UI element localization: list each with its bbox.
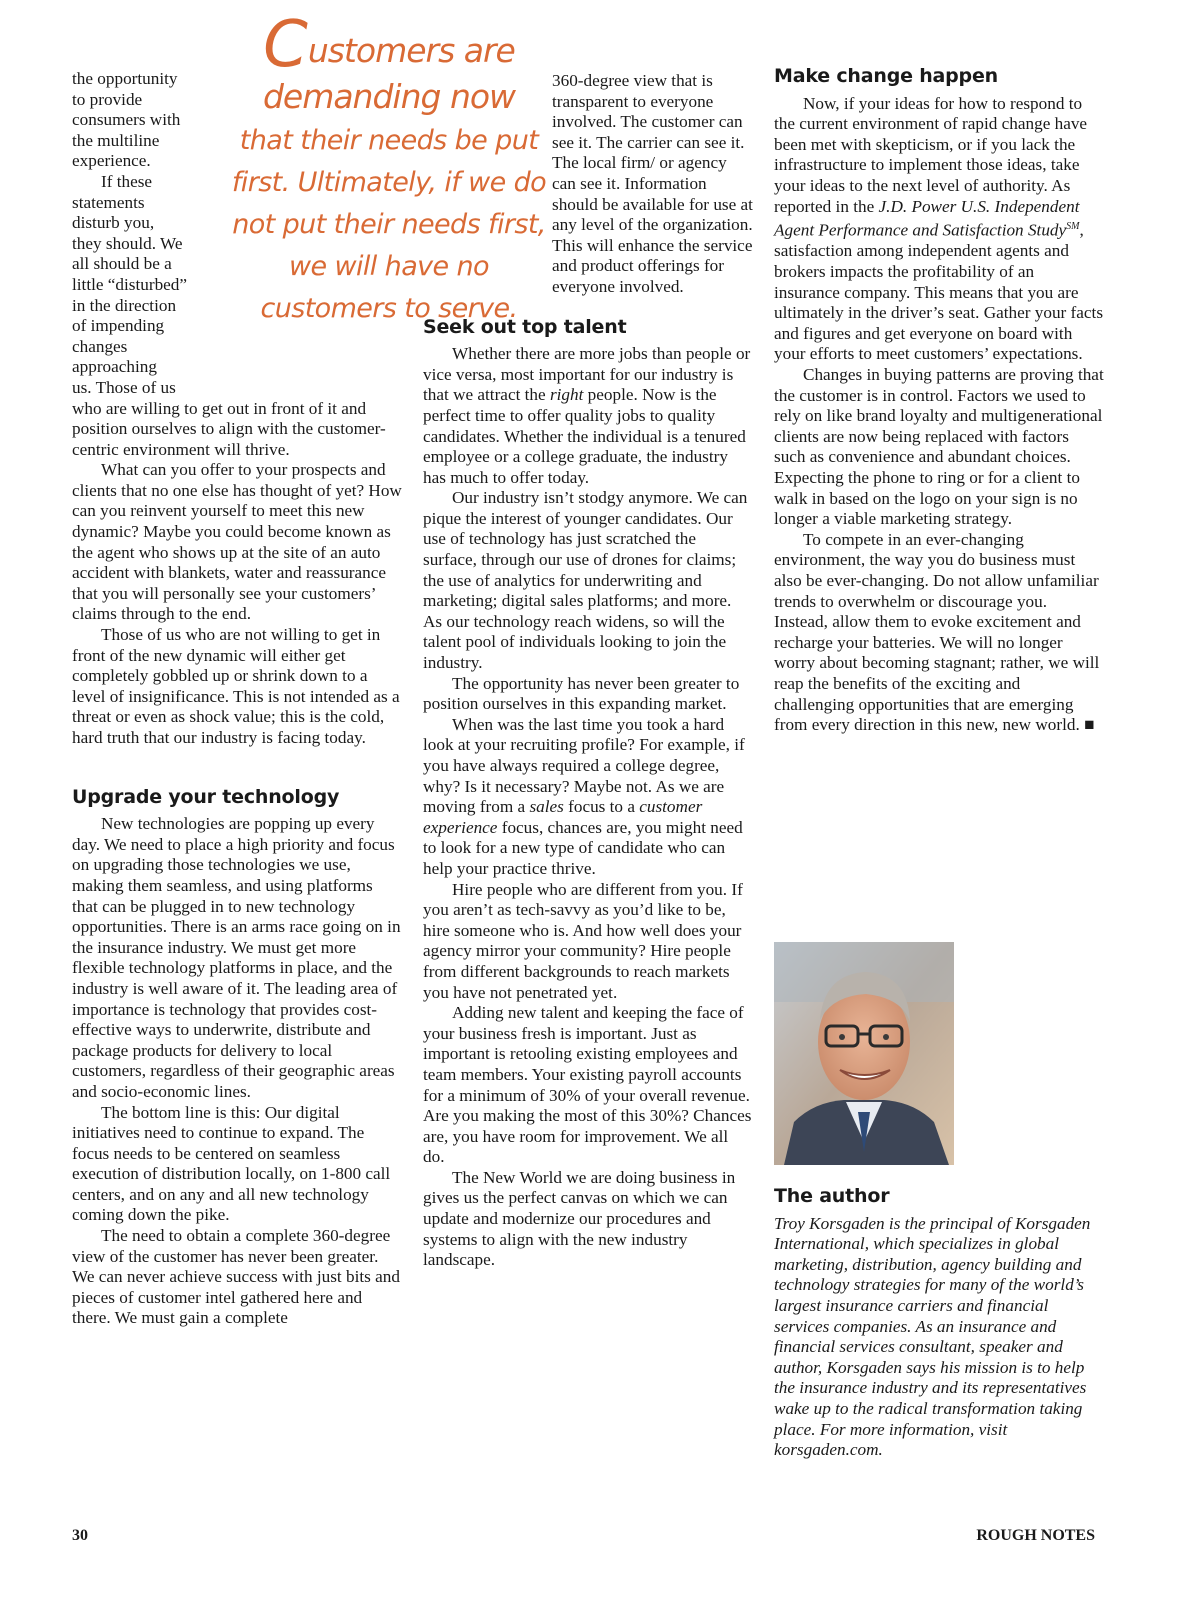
column-3 xyxy=(774,66,1104,736)
pull-quote-line: demanding now xyxy=(262,77,516,116)
author-section xyxy=(774,1186,1104,1461)
text-line: all should be a xyxy=(72,254,172,274)
pull-quote-line: we will have no xyxy=(289,251,489,282)
paragraph: The need to obtain a complete 360-degree view of the customer has never been greater. We can never achieve success with just bits and pieces of customer intel gathered here and there. We must gain a complete xyxy=(72,1226,400,1328)
paragraph: Our industry isn’t stodgy anymore. We can pique the interest of younger candidates. Our use of technology has just scratched the surface, through our use of drones for claims; the use of analytics for underwriting and marketing; digital sales platforms; and more. As our technology reach widens, so will the talent pool of individuals looking to join the industry. xyxy=(423,488,748,673)
text-line: the opportunity xyxy=(72,69,178,88)
text-line: disturb you, xyxy=(72,213,155,233)
column-1-narrow-top xyxy=(72,69,204,399)
text-line: to provide xyxy=(72,89,143,109)
text-line: statements xyxy=(72,192,145,212)
section-heading-make-change: Make change happen xyxy=(774,65,998,87)
column-2 xyxy=(423,71,753,1271)
text-line: consumers with xyxy=(72,110,181,130)
text-line: changes xyxy=(72,336,128,356)
paragraph: 360-degree view that is transparent to everyone involved. The customer can see it. The carrier can see it. The local firm/ or agency can see it. Information should be available for use at any level of the organization. This will enhance the service and product offerings for everyone involved. xyxy=(552,71,753,296)
paragraph: To compete in an ever-changing environment, the way you do business must also be ever-changing. Do not allow unfamiliar trends to overwhelm or discourage you. Instead, allow them to evoke excitement and recharge your batteries. We will no longer worry about becoming stagnant; rather, we will reap the benefits of the exciting and challenging opportunities that are emerging from every direction in this new, new world. ■ xyxy=(774,529,1100,735)
paragraph: Now, if your ideas for how to respond to the current environment of rapid change have been met with skepticism, or if you lack the infrastructure to implement those ideas, take your ideas to the next level of authority. As reported in the J.D. Power U.S. Independent Agent Performance and Satisfaction Study℠, satisfaction among independent agents and brokers impacts the profitability of an insurance company. This means that you are ultimately in the driver’s seat. Gather your facts and figures and get everyone on board with your efforts to meet customers’ expectations. xyxy=(774,93,1104,364)
publication-name: ROUGH NOTES xyxy=(976,1527,1095,1544)
paragraph: Adding new talent and keeping the face of your business fresh is important. Just as important is retooling existing employees and team members. Your existing payroll accounts for a minimum of 30% of your overall revenue. Are you making the most of this 30%? Chances are, you have room for improvement. We all do. xyxy=(423,1003,752,1167)
text-line: little “disturbed” xyxy=(72,274,188,294)
author-bio: Troy Korsgaden is the principal of Korsgaden International, which specializes in global marketing, distribution, agency building and technology strategies for many of the world’s largest insurance carriers and financial services companies. As an insurance and financial services consultant, speaker and author, Korsgaden says his mission is to help the insurance industry and its representatives wake up to the radical transformation taking place. For more information, visit korsgaden.com. xyxy=(774,1213,1091,1460)
pull-quote-line: not put their needs first, xyxy=(232,209,546,240)
pull-quote-initial: C xyxy=(263,8,308,82)
paragraph: Whether there are more jobs than people or vice versa, most important for our industry is that we attract the right people. Now is the perfect time to offer quality jobs to quality candidates. Whether the individual is a tenured employee or a college graduate, the industry has much to offer today. xyxy=(423,344,751,487)
pull-quote-line: customers to serve. xyxy=(260,293,518,324)
paragraph: who are willing to get out in front of it and position ourselves to align with the customer-centric environment will thrive. xyxy=(72,398,386,459)
emphasis-text: J.D. Power U.S. Independent Agent Performance and Satisfaction Study xyxy=(774,196,1080,240)
paragraph: Those of us who are not willing to get in front of the new dynamic will either get completely gobbled up or shrink down to a level of insignificance. This is not intended as a threat or even as shock value; this is the cold, hard truth that our industry is facing today. xyxy=(72,625,400,747)
paragraph: The New World we are doing business in gives us the perfect canvas on which we can update and modernize our procedures and systems to align with the new industry landscape. xyxy=(423,1167,736,1270)
author-photo xyxy=(774,942,954,1165)
emphasis-text: sales xyxy=(529,797,564,817)
author-heading: The author xyxy=(774,1185,890,1207)
pull-quote-line: first. Ultimately, if we do xyxy=(231,167,547,198)
page-number: 30 xyxy=(72,1527,88,1544)
text-line: experience. xyxy=(72,151,151,171)
service-mark: SM xyxy=(1066,221,1080,233)
paragraph: What can you offer to your prospects and clients that no one else has thought of yet? How can you reinvent yourself to meet this new dynamic? Maybe you could become known as the agent who shows up at the site of an auto accident with blankets, water and reassurance that you will personally see your customers’ claims through to the end. xyxy=(72,460,402,624)
end-mark-icon: ■ xyxy=(1084,715,1095,735)
text-line: approaching xyxy=(72,357,157,377)
column-1 xyxy=(72,69,402,1329)
emphasis-text: customer experience xyxy=(423,797,703,837)
pull-quote-line: ustomers are xyxy=(307,31,515,70)
emphasis-text: right xyxy=(549,385,584,405)
paragraph: The opportunity has never been greater to position ourselves in this expanding market. xyxy=(423,673,740,714)
text-line: us. Those of us xyxy=(72,377,176,397)
paragraph: The bottom line is this: Our digital initiatives need to continue to expand. The focus needs to be centered on seamless execution of distribution locally, on 1-800 call centers, and on any and all new technology coming down the pike. xyxy=(72,1102,391,1225)
text-line: in the direction xyxy=(72,295,177,315)
section-heading-upgrade-technology: Upgrade your technology xyxy=(72,785,340,808)
text-line: they should. We xyxy=(72,233,183,253)
paragraph: Changes in buying patterns are proving that the customer is in control. Factors we used to rely on like brand loyalty and multigenerational clients are now being replaced with factors such as convenience and abundant choices. Expecting the phone to ring or for a client to walk in based on the logo on your sign is no longer a viable marketing strategy. xyxy=(774,365,1104,529)
pull-quote-line: that their needs be put xyxy=(239,125,539,156)
author-portrait-image xyxy=(774,942,954,1165)
section-heading-top-talent: Seek out top talent xyxy=(423,315,627,338)
paragraph: New technologies are popping up every day. We need to place a high priority and focus on upgrading those technologies we use, making them seamless, and using platforms that can be plugged in to new technology opportunities. There is an arms race going on in the insurance industry. We must get more flexible technology platforms in place, and the industry is well aware of it. The leading area of importance is technology that provides cost-effective ways to underwrite, distribute and package products for delivery to local customers, regardless of their geographic areas and socio-economic lines. xyxy=(72,814,401,1101)
paragraph: When was the last time you took a hard look at your recruiting profile? For example, if you have always required a college degree, why? Is it necessary? Maybe not. As we are moving from a sales focus to a customer experience focus, chances are, you might need to look for a new type of candidate who can help your practice thrive. xyxy=(423,714,745,878)
text-line: of impending xyxy=(72,316,165,336)
text-line: If these xyxy=(101,171,153,191)
text-line: the multiline xyxy=(72,130,160,150)
paragraph: Hire people who are different from you. If you aren’t as tech-savvy as you’d like to be, hire someone who is. And how well does your agency mirror your community? Hire people from different backgrounds to reach markets you have not penetrated yet. xyxy=(423,879,743,1002)
